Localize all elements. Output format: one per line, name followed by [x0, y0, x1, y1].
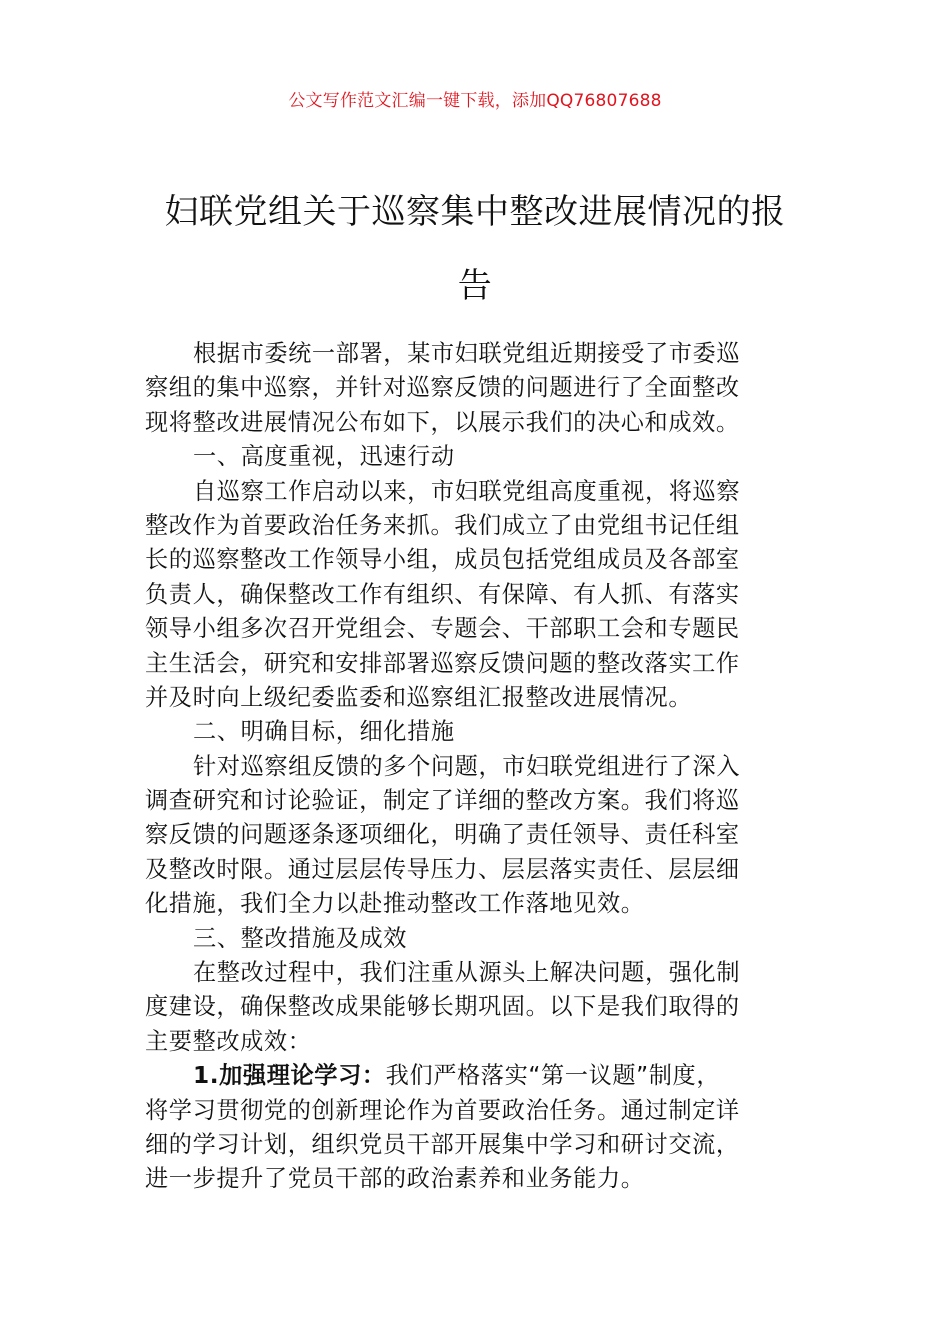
item-1-line: [145, 1059, 807, 1093]
paragraph-line: 将学习贯彻党的创新理论作为首要政治任务。通过制定详: [145, 1096, 740, 1124]
paragraph-line: 根据市委统一部署，某市妇联党组近期接受了市委巡: [193, 340, 741, 367]
paragraph-line: 自巡察工作启动以来，市妇联党组高度重视，将巡察: [193, 477, 741, 505]
item-1-text: 我们严格落实“第一议题”制度，: [385, 1062, 721, 1090]
paragraph-line: 察组的集中巡察，并针对巡察反馈的问题进行了全面整改: [145, 374, 740, 402]
paragraph-line: 察反馈的问题逐条逐项细化，明确了责任领导、责任科室: [145, 821, 740, 849]
title-line-1: 妇联党组关于巡察集中整改进展情况的报: [164, 192, 786, 232]
section-heading-1: 一、高度重视，迅速行动: [193, 443, 455, 471]
paragraph-line: 化措施，我们全力以赴推动整改工作落地见效。: [145, 890, 645, 918]
paragraph-line: 现将整改进展情况公布如下，以展示我们的决心和成效。: [145, 408, 740, 436]
paragraph-line: 进一步提升了党员干部的政治素养和业务能力。: [145, 1165, 645, 1193]
paragraph-line: 细的学习计划，组织党员干部开展集中学习和研讨交流，: [145, 1130, 740, 1158]
paragraph-line: 及整改时限。通过层层传导压力、层层落实责任、层层细: [145, 855, 740, 883]
paragraph-line: 调查研究和讨论验证，制定了详细的整改方案。我们将巡: [145, 787, 740, 815]
document-body: [145, 337, 807, 1197]
section-heading-3: 三、整改措施及成效: [193, 924, 408, 952]
document-title: [140, 175, 810, 323]
paragraph-line: 针对巡察组反馈的多个问题，市妇联党组进行了深入: [193, 752, 741, 780]
paragraph-line: 主要整改成效：: [145, 1027, 312, 1055]
item-1-heading: 1.加强理论学习：: [193, 1062, 386, 1090]
paragraph-line: 长的巡察整改工作领导小组，成员包括党组成员及各部室: [145, 546, 740, 574]
title-line-2: 告: [457, 266, 493, 306]
paragraph-line: 并及时向上级纪委监委和巡察组汇报整改进展情况。: [145, 683, 693, 711]
paragraph-line: 负责人，确保整改工作有组织、有保障、有人抓、有落实: [145, 580, 740, 608]
section-heading-2: 二、明确目标，细化措施: [193, 718, 455, 746]
paragraph-line: 在整改过程中，我们注重从源头上解决问题，强化制: [193, 959, 741, 987]
download-banner: 公文写作范文汇编一键下载，添加QQ76807688: [288, 91, 662, 111]
paragraph-line: 度建设，确保整改成果能够长期巩固。以下是我们取得的: [145, 993, 740, 1021]
paragraph-line: 整改作为首要政治任务来抓。我们成立了由党组书记任组: [145, 511, 740, 539]
paragraph-line: 领导小组多次召开党组会、专题会、干部职工会和专题民: [145, 615, 740, 643]
paragraph-line: 主生活会，研究和安排部署巡察反馈问题的整改落实工作: [145, 649, 740, 677]
